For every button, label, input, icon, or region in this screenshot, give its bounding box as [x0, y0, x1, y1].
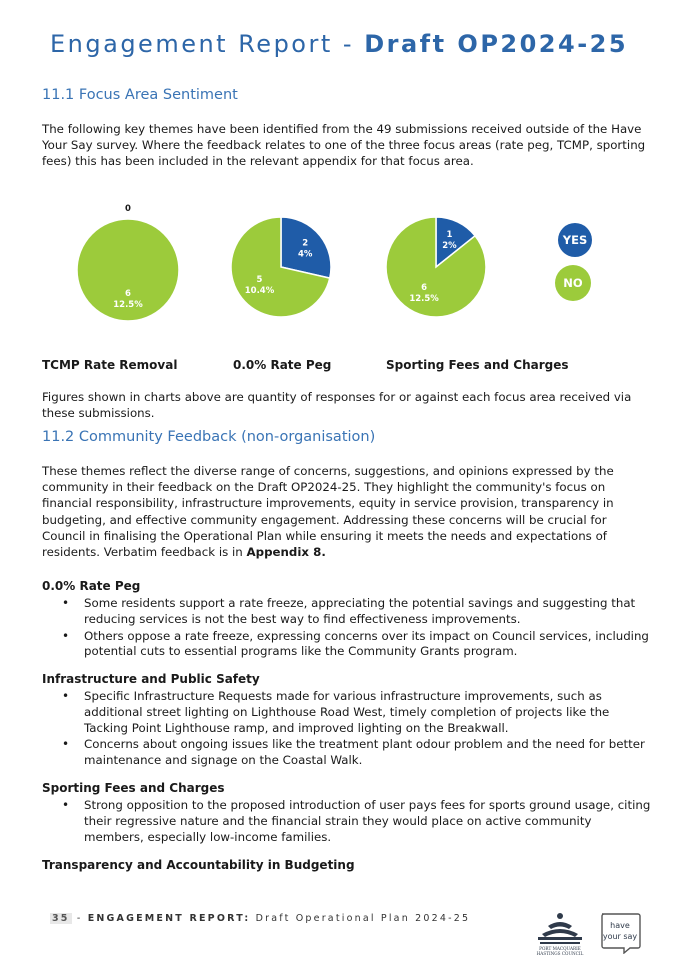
- svg-text:HASTINGS COUNCIL: HASTINGS COUNCIL: [536, 951, 584, 956]
- charts-note: Figures shown in charts above are quantity of responses for or against each focus area received via these submissions.: [42, 390, 632, 421]
- list-item: • Specific Infrastructure Requests made for various infrastructure improvements, such as additional street lighting on Lighthouse Road West, timely completion of projects like the Tacking Point Lighthouse ramp, and improved lighting on the Breakwall.: [62, 689, 652, 736]
- data-label-percent: 10.4%: [244, 286, 275, 297]
- theme-list-infrastructure: [62, 689, 652, 770]
- section-heading-community-feedback: 11.2 Community Feedback (non-organisation): [42, 429, 376, 445]
- chart-label-tcmp: TCMP Rate Removal: [42, 358, 178, 372]
- community-feedback-intro: These themes reflect the diverse range of concerns, suggestions, and opinions expressed by the community in their feedback on the Draft OP2024-25. They highlight the community's focus on financial responsibility, infrastructure improvements, equity in service provision, transparency in budgeting, and effective community engagement. Addressing these concerns will be crucial for Council in finalising the Operational Plan while ensuring it meets the needs and expectations of residents. Verbatim feedback is in Appendix 8.: [42, 464, 614, 560]
- theme-heading-sporting-fees: Sporting Fees and Charges: [42, 781, 225, 795]
- theme-heading-rate-peg: 0.0% Rate Peg: [42, 579, 141, 593]
- list-item: • Some residents support a rate freeze, appreciating the potential savings and suggesting that reducing services is not the best way to find effectiveness improvements.: [62, 596, 652, 628]
- legend-no-badge: NO: [555, 265, 591, 301]
- svg-text:your say: your say: [602, 932, 638, 941]
- data-label-count: 5: [256, 275, 263, 286]
- pie-chart-rate-peg: [225, 195, 345, 325]
- page-footer: 35 - ENGAGEMENT REPORT: Draft Operational Plan 2024-25: [52, 913, 471, 924]
- theme-list-sporting-fees: [62, 798, 652, 846]
- pie-chart-sporting-fees: [380, 195, 500, 325]
- list-item: • Strong opposition to the proposed introduction of user pays fees for sports ground usage, citing their regressive nature and the financial strain they would place on active community members, especially low-income families.: [62, 798, 652, 845]
- chart-label-rate-peg: 0.0% Rate Peg: [233, 358, 332, 372]
- pie-charts: [0, 195, 685, 335]
- data-label-count: 0: [125, 204, 131, 214]
- data-label-percent: 2%: [442, 241, 457, 252]
- page-title: Engagement Report - Draft OP2024-25: [50, 30, 629, 58]
- svg-text:have: have: [610, 921, 630, 930]
- pie-chart-tcmp: [70, 195, 190, 325]
- data-label-count: 6: [125, 289, 131, 300]
- council-logo-icon: [530, 908, 590, 958]
- theme-heading-transparency: Transparency and Accountability in Budgeting: [42, 858, 355, 872]
- data-label-count: 1: [446, 230, 453, 241]
- list-item: • Concerns about ongoing issues like the treatment plant odour problem and the need for better maintenance and signage on the Coastal Walk.: [62, 737, 652, 769]
- page-number: 35: [52, 913, 70, 924]
- data-label-count: 6: [421, 282, 428, 293]
- data-label-percent: 12.5%: [113, 300, 143, 311]
- chart-label-sporting-fees: Sporting Fees and Charges: [386, 358, 569, 372]
- svg-text:PORT MACQUARIE: PORT MACQUARIE: [539, 946, 581, 951]
- legend-yes-badge: YES: [558, 223, 592, 257]
- theme-list-rate-peg: [62, 596, 652, 661]
- data-label-percent: 12.5%: [409, 293, 439, 304]
- have-your-say-logo-icon: [598, 910, 642, 954]
- section-heading-focus-area: 11.1 Focus Area Sentiment: [42, 87, 238, 103]
- theme-heading-infrastructure: Infrastructure and Public Safety: [42, 672, 260, 686]
- list-item: • Others oppose a rate freeze, expressing concerns over its impact on Council services, including potential cuts to essential programs like the Community Grants program.: [62, 629, 652, 661]
- focus-area-intro: The following key themes have been identified from the 49 submissions received outside of the Have Your Say survey. Where the feedback relates to one of the three focus areas (rate peg, TCMP, sporting fees) this has been included in the relevant appendix for that focus area.: [42, 122, 646, 169]
- data-label-percent: 4%: [298, 249, 313, 260]
- data-label-count: 2: [302, 238, 309, 249]
